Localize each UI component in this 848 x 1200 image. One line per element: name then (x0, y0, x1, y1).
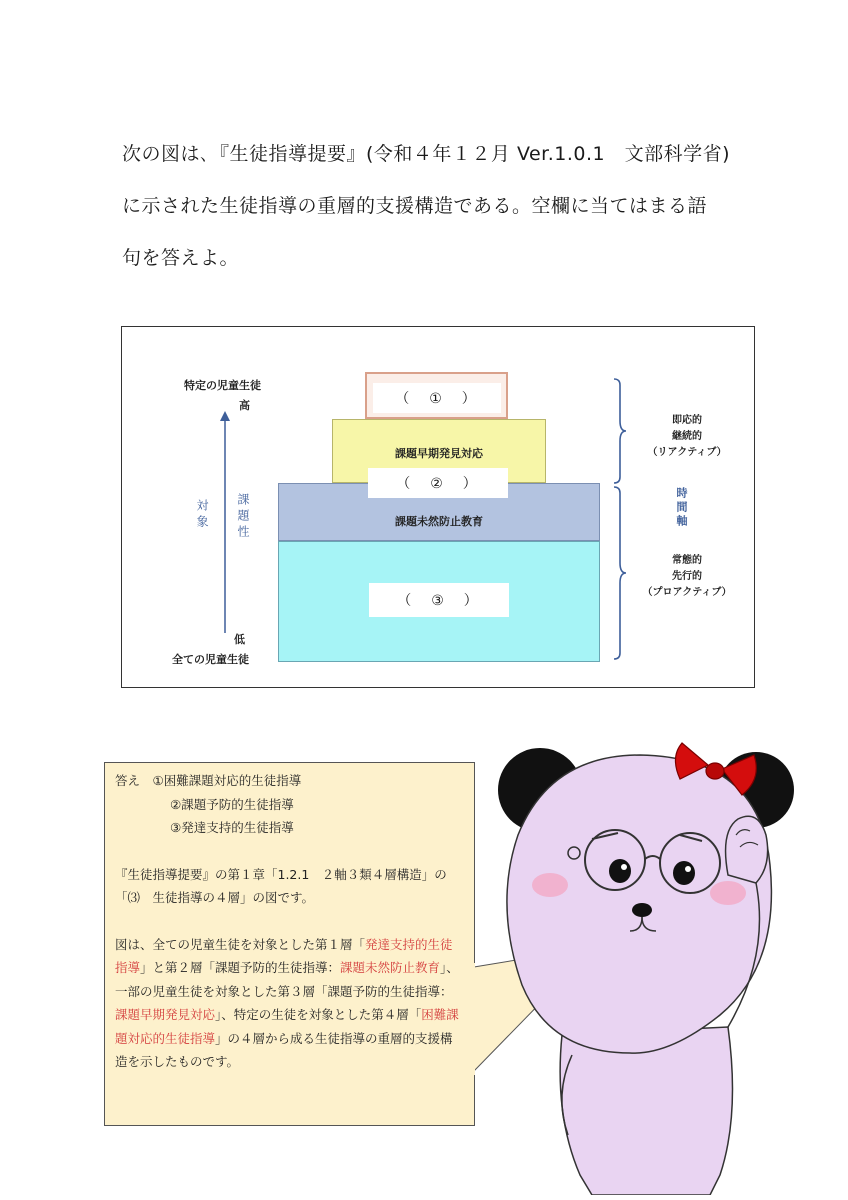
layer-prevent-label: 課題未然防止教育 (395, 515, 483, 528)
question-line-2: に示された生徒指導の重層的支援構造である。空欄に当てはまる語 (122, 195, 708, 217)
reactive-label (637, 413, 737, 461)
p2-highlight: 課題未然防止教育 (340, 960, 441, 975)
p2-segment: 」、特定の生徒を対象とした第４層「 (215, 1007, 422, 1022)
p2-segment: 」、一部の児童生徒を対象とした第３層「課題予防的生徒指導： (115, 960, 459, 999)
p2-highlight: 課題早期発見対応 (115, 1007, 216, 1022)
answer-line-3: ③発達支持的生徒指導 (170, 820, 294, 835)
blank-3: （ ③ ） (369, 583, 509, 617)
answer-line-1: 答え ①困難課題対応的生徒指導 (115, 773, 302, 788)
p2-highlight: 発達支持的生徒指導 (115, 936, 453, 975)
p2-highlight: 困難課題対応的生徒指導 (115, 1007, 459, 1046)
p2-segment: 図は、全ての児童生徒を対象とした第１層「 (115, 936, 366, 952)
reactive-line-2: 継続的 (672, 431, 702, 442)
reactive-line-1: 即応的 (672, 415, 702, 426)
top-label: 特定の児童生徒 (184, 379, 261, 392)
blank-1: （ ① ） (373, 383, 501, 413)
bottom-label: 全ての児童生徒 (172, 653, 249, 666)
answer-paragraph-1: 『生徒指導提要』の第１章「1.2.1 ２軸３類４層構造」の「⑶ 生徒指導の４層」の図です。 (115, 866, 447, 905)
layer-early-label: 課題早期発見対応 (395, 447, 483, 460)
time-axis-label: 時間軸 (675, 487, 688, 529)
time-braces (610, 377, 634, 661)
proactive-line-3: （プロアクティブ） (642, 587, 732, 598)
p2-segment: 」と第２層「課題予防的生徒指導： (140, 960, 341, 975)
answer-paragraph-2 (115, 933, 464, 1074)
proactive-line-1: 常態的 (672, 555, 702, 566)
proactive-label (633, 553, 741, 601)
issue-label: 課題性 (236, 493, 250, 541)
target-label: 対象 (195, 499, 209, 531)
question-line-1: 次の図は､『生徒指導提要』(令和４年１２月 Ver.1.0.1 文部科学省) (122, 143, 731, 165)
question-line-3: 句を答えよ。 (122, 247, 240, 269)
blank-2: （ ② ） (368, 468, 508, 498)
question-text (122, 128, 742, 284)
low-label: 低 (234, 633, 245, 646)
high-label: 高 (239, 399, 250, 412)
bear-mascot-illustration (470, 735, 800, 1195)
answer-line-2: ②課題予防的生徒指導 (170, 796, 294, 812)
issue-axis-arrow (217, 411, 233, 635)
p2-segment: 」の４層から成る生徒指導の重層的支援構造を示したものです。 (115, 1030, 453, 1069)
proactive-line-2: 先行的 (672, 571, 702, 582)
support-structure-figure (121, 326, 755, 688)
reactive-line-3: （リアクティブ） (647, 447, 727, 458)
answer-box (104, 762, 475, 1126)
